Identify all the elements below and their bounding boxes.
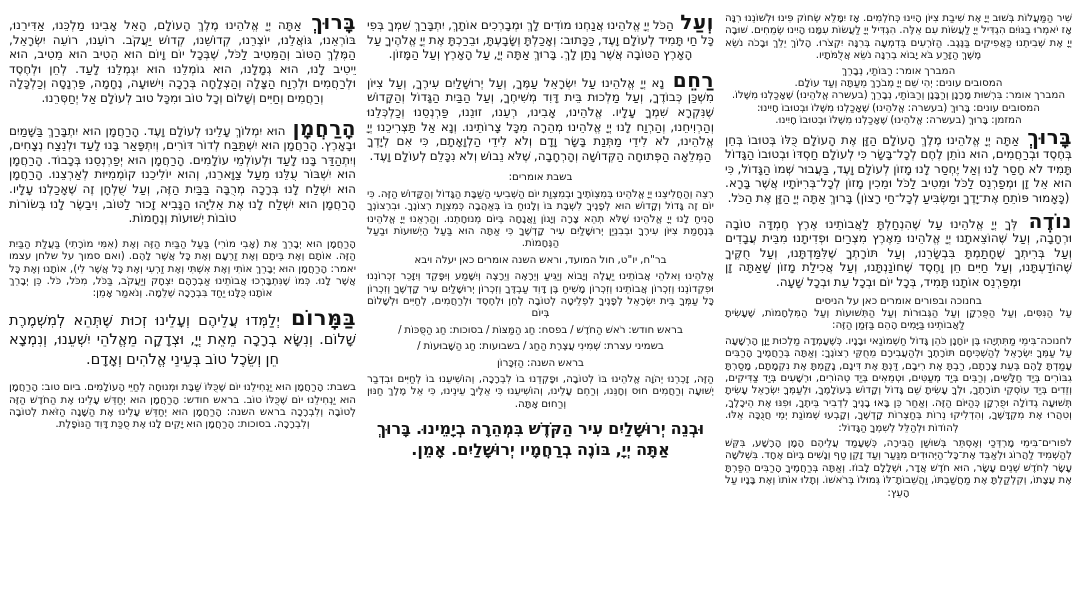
blessing-boneh-yerushalayim xyxy=(367,418,714,460)
harachaman-holiday-additions-text: בשבת: הָרַחֲמָן הוּא יַנְחִילֵנוּ יוֹם שֶׁכֻּלּוֹ שַׁבָּת וּמְנוּחָה לְחַיֵּי הָעוֹלָמִים. ביום טוב: הָרַחֲמָן הוּא יַנְחִילֵנוּ יוֹם שֶׁכֻּלּוֹ טוֹב. בראש חודש: הָרַחֲמָן הוּא יְחַדֵּשׁ עָלֵינוּ אֶת הַחֹדֶשׁ הַזֶּה לְטוֹבָה וְלִבְרָכָה בראש השנה: הָרַחֲמָן הוּא יְחַדֵּשׁ עָלֵינוּ אֶת הַשָּׁנָה הַזֹּאת לְטוֹבָה וְלִבְרָכָה. בסוכות: הָרַחֲמָן הוּא יָקִים לָנוּ אֶת סֻכַּת דָּוִד הַנּוֹפָלֶת. xyxy=(9,381,356,431)
al-hanisim-purim xyxy=(725,437,1072,499)
blessing-rachem xyxy=(367,67,714,164)
holiday-insert-line-1 xyxy=(367,324,714,336)
instruction-yaaleh-veyavo xyxy=(367,254,714,266)
harachaman-series xyxy=(9,115,356,226)
psalm-shir-hamaalot xyxy=(725,12,1072,62)
blessing-veal-hakol-lead-word: וְעַל xyxy=(680,10,714,34)
instruction-shabbat xyxy=(367,171,714,183)
harachaman-holiday-additions xyxy=(9,381,356,431)
zimmun-response-blessing-text: המסובים עונים: בָּרוּךְ (בעשרה: אֱלֹהֵינוּ) שֶׁאָכַלְנוּ מִשֶּׁלוֹ וּבְטוּבוֹ חָיִינוּ: xyxy=(756,101,1041,114)
retzei-paragraph xyxy=(367,188,714,250)
zimmun-invitation-line xyxy=(725,89,1072,101)
yaaleh-veyavo-paragraph xyxy=(367,270,714,320)
instruction-al-hanisim xyxy=(725,295,1072,307)
zimmun-response-line xyxy=(725,77,1072,89)
column-middle-blessings xyxy=(367,12,714,594)
blessing-rachem-lead-word: רַחֵם xyxy=(672,67,714,92)
instruction-al-hanisim-text: בחנוכה ובפורים אומרים כאן על הניסים xyxy=(815,294,982,307)
zimmun-leader-repeat-text: המזמן: בָּרוּךְ (בעשרה: אֱלֹהֵינוּ) שֶׁאָכַלְנוּ מִשֶּׁלוֹ וּבְטוּבוֹ חָיִינוּ. xyxy=(775,114,1022,127)
blessing-hazan xyxy=(725,124,1072,206)
instruction-shabbat-text: בשבת אומרים: xyxy=(508,171,573,184)
holiday-insert-line-2-text: בשמיני עצרת: שְׁמִינִי עֲצֶרֶת הַחַג / בשבועות: חַג הַשָּׁבוּעוֹת / xyxy=(417,340,664,353)
blessing-hatov-vehameitiv xyxy=(9,12,356,106)
al-hanisim-opening xyxy=(725,307,1072,332)
blessing-hazan-text: אַתָּה יְיָ אֱלֹהֵינוּ מֶלֶךְ הָעוֹלָם הַזָּן אֶת הָעוֹלָם כֻּלּוֹ בְּטוּבוֹ בְּחֵן בְּחֶסֶד וּבְרַחֲמִים, הוּא נוֹתֵן לֶחֶם לְכָל־בָּשָׂר כִּי לְעוֹלָם חַסְדּוֹ וּבְטוּבוֹ הַגָּדוֹל תָּמִיד לֹא חָסַר לָנוּ וְאַל יֶחְסַר לָנוּ מָזוֹן לְעוֹלָם וָעֶד, בַּעֲבוּר שְׁמוֹ הַגָּדוֹל, כִּי הוּא אֵל זָן וּמְפַרְנֵס לַכֹּל וּמֵטִיב לַכֹּל וּמֵכִין מָזוֹן לְכָל־בְּרִיּוֹתָיו אֲשֶׁר בָּרָא. (כָּאָמוּר פּוֹתֵחַ אֶת־יָדֶךָ וּמַשְׂבִּיעַ לְכָל־חַי רָצוֹן) בָּרוּךְ אַתָּה יְיָ הַזָּן אֶת הַכֹּל. xyxy=(725,132,1072,206)
bamarom-paragraph-text: יְלַמְּדוּ עֲלֵיהֶם וְעָלֵינוּ זְכוּת שֶׁתְּהֵא לְמִשְׁמֶרֶת שָׁלוֹם. וְנִשָּׂא בְרָכָה מֵאֵת יְיָ, וּצְדָקָה מֵאֱלֹהֵי יִשְׁעֵנוּ, וְנִמְצָא חֵן וְשֵׂכֶל טוֹב בְּעֵינֵי אֱלֹהִים וְאָדָם. xyxy=(9,311,356,368)
al-hanisim-chanukah-text: לחנוכה־בִּימֵי מַתִּתְיָהוּ בֶּן יוֹחָנָן כֹּהֵן גָּדוֹל חַשְׁמוֹנַאי וּבָנָיו. כְּשֶׁעָמְדָה מַלְכוּת יָוָן הָרְשָׁעָה עַל עַמְּךָ יִשְׂרָאֵל לְהַשְׁכִּיחָם תּוֹרָתֶךָ וּלְהַעֲבִירָם מֵחֻקֵּי רְצוֹנֶךָ: וְאַתָּה בְּרַחֲמֶיךָ הָרַבִּים עָמַדְתָּ לָהֶם בְּעֵת צָרָתָם, רַבְתָּ אֶת רִיבָם, דַּנְתָּ אֶת דִּינָם, נָקַמְתָּ אֶת נִקְמָתָם, מָסַרְתָּ גִבּוֹרִים בְּיַד חַלָּשִׁים, וְרַבִּים בְּיַד מְעַטִּים, וּטְמֵאִים בְּיַד טְהוֹרִים, וּרְשָׁעִים בְּיַד צַדִּיקִים, וְזֵדִים בְּיַד עוֹסְקֵי תוֹרָתֶךָ, וּלְךָ עָשִׂיתָ שֵׁם גָּדוֹל וְקָדוֹשׁ בְּעוֹלָמֶךָ, וּלְעַמְּךָ יִשְׂרָאֵל עָשִׂיתָ תְּשׁוּעָה גְדוֹלָה וּפֻרְקָן כְּהַיּוֹם הַזֶּה. וְאַחַר כֵּן בָּאוּ בָנֶיךָ לִדְבִיר בֵּיתֶךָ, וּפִנּוּ אֶת הֵיכָלֶךָ, וְטִהֲרוּ אֶת מִקְדָּשֶׁךָ, וְהִדְלִיקוּ נֵרוֹת בְּחַצְרוֹת קָדְשֶׁךָ, וְקָבְעוּ שְׁמוֹנַת יְמֵי חֲנֻכָּה אֵלּוּ. לְהוֹדוֹת וּלְהַלֵּל לְשִׁמְךָ הַגָּדוֹל: xyxy=(725,334,1072,434)
yaaleh-veyavo-conclusion-text: הַזֶּה, זָכְרֵנוּ יְהֹוָה אֱלֹהֵינוּ בּוֹ לְטוֹבָה, וּפָקְדֵנוּ בוֹ לִבְרָכָה, וְהוֹשִׁיעֵנוּ בוֹ לְחַיִּים וּבִדְבַר יְשׁוּעָה וְרַחֲמִים חוּס וְחָנֵּנוּ, וְרַחֵם עָלֵינוּ, וְהוֹשִׁיעֵנוּ כִּי אֵלֶיךָ עֵינֵינוּ, כִּי אֵל מֶלֶךְ חַנּוּן וְרַחוּם אָתָּה. xyxy=(367,373,714,410)
harachaman-host-blessing xyxy=(9,238,356,300)
harachaman-series-lead-word: הָרַחֲמָן xyxy=(292,115,356,140)
instruction-yaaleh-veyavo-text: בר"ח, יו"ט, חול המועד, וראש השנה אומרים כאן יעלה ויבא xyxy=(414,253,667,266)
zimmun-leader-line xyxy=(725,65,1072,77)
blessing-nodeh-lead-word: נוֹדֶה xyxy=(1028,208,1072,233)
blessing-hazan-lead-word: בָּרוּךְ xyxy=(1027,124,1072,149)
al-hanisim-purim-text: לפורים־בִּימֵי מָרְדְּכַי וְאֶסְתֵּר בְּשׁוּשַׁן הַבִּירָה, כְּשֶׁעָמַד עֲלֵיהֶם הָמָן הָרָשָׁע, בִּקֵּשׁ לְהַשְׁמִיד לַהֲרוֹג וּלְאַבֵּד אֶת־כָּל־הַיְּהוּדִים מִנַּעַר וְעַד זָקֵן טַף וְנָשִׁים בְּיוֹם אֶחָד. בִּשְׁלֹשָׁה עָשָׂר לְחֹדֶשׁ שְׁנֵים עָשָׂר, הוּא חֹדֶשׁ אֲדָר, וּשְׁלָלָם לָבוֹז. וְאַתָּה בְּרַחֲמֶיךָ הָרַבִּים הֵפַרְתָּ אֶת עֲצָתוֹ, וְקִלְקַלְתָּ אֶת מַחֲשַׁבְתּוֹ, וַהֲשֵׁבוֹתָ־לּוֹ גְּמוּלוֹ בְּרֹאשׁוֹ. וְתָלוּ אוֹתוֹ וְאֶת בָּנָיו עַל הָעֵץ: xyxy=(725,437,1072,499)
harachaman-series-text: הוּא יִמְלוֹךְ עָלֵינוּ לְעוֹלָם וָעֶד. הָרַחֲמָן הוּא יִתְבָּרַךְ בַּשָּׁמַיִם וּבָאָרֶץ. הָרַחֲמָן הוּא יִשְׁתַּבַּח לְדוֹר דּוֹרִים, וְיִתְפָּאַר בָּנוּ לָעַד וּלְנֵצַח נְצָחִים, וְיִתְהַדַּר בָּנוּ לָעַד וּלְעוֹלְמֵי עוֹלָמִים. הָרַחֲמָן הוּא יְפַרְנְסֵנוּ בְּכָבוֹד. הָרַחֲמָן הוּא יִשְׁבּוֹר עֻלֵּנוּ מֵעַל צַוָּארֵנוּ, וְהוּא יוֹלִיכֵנוּ קוֹמְמִיּוּת לְאַרְצֵנוּ. הָרַחֲמָן הוּא יִשְׁלַח לָנוּ בְּרָכָה מְרֻבָּה בַּבַּיִת הַזֶּה, וְעַל שֻׁלְחָן זֶה שֶׁאָכַלְנוּ עָלָיו. הָרַחֲמָן הוּא יִשְׁלַח לָנוּ אֶת אֵלִיָּהוּ הַנָּבִיא זָכוּר לַטּוֹב, וִיבַשֶּׂר לָנוּ בְּשׂוֹרוֹת טוֹבוֹת יְשׁוּעוֹת וְנֶחָמוֹת. xyxy=(9,123,356,226)
zimmun-response-line-text: המסובים עונים: יְהִי שֵׁם יְיָ מְבֹרָךְ מֵעַתָּה וְעַד עוֹלָם. xyxy=(794,77,1003,90)
psalm-shir-hamaalot-text: שִׁיר הַמַּעֲלוֹת בְּשׁוּב יְיָ אֶת שִׁיבַת צִיּוֹן הָיִינוּ כְּחֹלְמִים. אָז יִמָּלֵא שְׂחוֹק פִּינוּ וּלְשׁוֹנֵנוּ רִנָּה אָז יֹאמְרוּ בַגּוֹיִם הִגְדִּיל יְיָ לַעֲשׂוֹת עִם אֵלֶּה. הִגְדִּיל יְיָ לַעֲשׂוֹת עִמָּנוּ הָיִינוּ שְׂמֵחִים. שׁוּבָה יְיָ אֶת שְׁבִיתֵנוּ כַּאֲפִיקִים בַּנֶּגֶב. הַזֹּרְעִים בְּדִמְעָה בְּרִנָּה יִקְצֹרוּ. הָלוֹךְ יֵלֵךְ וּבָכֹה נֹשֵׂא מֶשֶׁךְ הַזָּרַע בֹּא יָבוֹא בְרִנָּה נֹשֵׂא אֲלֻמֹּתָיו. xyxy=(725,12,1072,62)
yaaleh-veyavo-conclusion xyxy=(367,373,714,410)
zimmun-response-blessing xyxy=(725,102,1072,114)
blessing-nodeh-text: לְּךָ יְיָ אֱלֹהֵינוּ עַל שֶׁהִנְחַלְתָּ לַאֲבוֹתֵינוּ אֶרֶץ חֶמְדָּה טוֹבָה וּרְחָבָה, וְעַל שֶׁהוֹצֵאתָנוּ יְיָ אֱלֹהֵינוּ מֵאֶרֶץ מִצְרַיִם וּפְדִיתָנוּ מִבֵּית עֲבָדִים וְעַל בְּרִיתְךָ שֶׁחָתַמְתָּ בִּבְשָׂרֵנוּ, וְעַל תּוֹרָתְךָ שֶׁלִּמַּדְתָּנוּ, וְעַל חֻקֶּיךָ שֶׁהוֹדַעְתָּנוּ, וְעַל חַיִּים חֵן וָחֶסֶד שֶׁחוֹנַנְתָּנוּ, וְעַל אֲכִילַת מָזוֹן שָׁאַתָּה זָן וּמְפַרְנֵס אוֹתָנוּ תָּמִיד, בְּכָל יוֹם וּבְכָל עֵת וּבְכָל שָׁעָה. xyxy=(725,216,1072,289)
holiday-insert-line-2 xyxy=(367,340,714,352)
column-opening-blessings xyxy=(725,12,1072,594)
al-hanisim-chanukah xyxy=(725,335,1072,434)
holiday-insert-line-1-text: בראש חודש: רֹאשׁ הַחֹדֶשׁ / בפסח: חַג הַמַּצּוֹת / בסוכות: חַג הַסֻּכּוֹת / xyxy=(398,323,683,336)
blessing-veal-hakol-text: הַכֹּל יְיָ אֱלֹהֵינוּ אֲנַחְנוּ מוֹדִים לָךְ וּמְבָרְכִים אוֹתָךְ, יִתְבָּרַךְ שִׁמְךָ בְּפִי כָּל חַי תָּמִיד לְעוֹלָם וָעֶד, כַּכָּתוּב: וְאָכַלְתָּ וְשָׂבָעְתָּ, וּבֵרַכְתָּ אֶת יְיָ אֱלֹהֶיךָ עַל הָאָרֶץ הַטּוֹבָה אֲשֶׁר נָתַן לָךְ. בָּרוּךְ אַתָּה יְיָ, עַל הָאָרֶץ וְעַל הַמָּזוֹן. xyxy=(367,18,714,62)
column-closing-blessings xyxy=(9,12,356,594)
blessing-boneh-yerushalayim-text: וּבְנֵה יְרוּשָׁלַיִם עִיר הַקֹּדֶשׁ בִּמְהֵרָה בְיָמֵינוּ. בָּרוּךְ אַתָּה יְיָ, בּוֹנֶה בְרַחֲמָיו יְרוּשָׁלַיִם. אָמֵן. xyxy=(376,419,705,460)
bamarom-paragraph-lead-word: בַּמָּרוֹם xyxy=(291,305,357,330)
holiday-insert-line-3-text: בראש השנה: הַזִּכָּרוֹן xyxy=(497,356,584,369)
zimmun-leader-line-text: המברך אומר: רַבּוֹתַי, נְבָרֵךְ xyxy=(841,64,956,77)
zimmun-invitation-line-text: המברך אומר: בִּרְשׁוּת מָרָנָן וְרַבָּנָן וְרַבּוֹתַי, נְבָרֵךְ (בעשרה אֱלֹהֵינוּ) שֶׁאָכַלְנוּ מִשֶּׁלוֹ. xyxy=(731,89,1066,102)
blessing-veal-hakol xyxy=(367,12,714,62)
blessing-nodeh xyxy=(725,208,1072,290)
blessing-rachem-text: נָא יְיָ אֱלֹהֵינוּ עַל יִשְׂרָאֵל עַמֶּךָ, וְעַל יְרוּשָׁלַיִם עִירֶךָ, וְעַל צִיּוֹן מִשְׁכַּן כְּבוֹדֶךָ, וְעַל מַלְכוּת בֵּית דָּוִד מְשִׁיחֶךָ, וְעַל הַבַּיִת הַגָּדוֹל וְהַקָּדוֹשׁ שֶׁנִּקְרָא שִׁמְךָ עָלָיו. אֱלֹהֵינוּ, אָבִינוּ, רְעֵנוּ, זוּנֵנוּ, פַּרְנְסֵנוּ וְכַלְכְּלֵנוּ וְהַרְוִיחֵנוּ, וְהַרְוַח לָנוּ יְיָ אֱלֹהֵינוּ מְהֵרָה מִכָּל צָרוֹתֵינוּ. וְנָא אַל תַּצְרִיכֵנוּ יְיָ אֱלֹהֵינוּ, לֹא לִידֵי מַתְּנַת בָּשָׂר וָדָם וְלֹא לִידֵי הַלְוָאָתָם, כִּי אִם לְיָדְךָ הַמְּלֵאָה הַפְּתוּחָה הַקְּדוֹשָׁה וְהָרְחָבָה, שֶׁלֹּא נֵבוֹשׁ וְלֹא נִכָּלֵם לְעוֹלָם וָעֶד. xyxy=(367,75,714,163)
holiday-insert-line-3 xyxy=(367,357,714,369)
bamarom-paragraph xyxy=(9,305,357,370)
retzei-paragraph-text: רְצֵה וְהַחֲלִיצֵנוּ יְיָ אֱלֹהֵינוּ בְּמִצְוֹתֶיךָ וּבְמִצְוַת יוֹם הַשְּׁבִיעִי הַשַּׁבָּת הַגָּדוֹל וְהַקָּדוֹשׁ הַזֶּה. כִּי יוֹם זֶה גָּדוֹל וְקָדוֹשׁ הוּא לְפָנֶיךָ לִשְׁבָּת בּוֹ וְלָנוּחַ בּוֹ בְּאַהֲבָה כְּמִצְוַת רְצוֹנֶךָ. וּבִרְצוֹנְךָ הָנִיחַ לָנוּ יְיָ אֱלֹהֵינוּ שֶׁלֹּא תְהֵא צָרָה וְיָגוֹן וַאֲנָחָה בְּיוֹם מְנוּחָתֵנוּ. וְהַרְאֵנוּ יְיָ אֱלֹהֵינוּ בְּנֶחָמַת צִיּוֹן עִירֶךָ וּבְבִנְיַן יְרוּשָׁלַיִם עִיר קָדְשֶׁךָ כִּי אַתָּה הוּא בַּעַל הַיְשׁוּעוֹת וּבַעַל הַנֶּחָמוֹת. xyxy=(367,187,714,250)
blessing-hatov-vehameitiv-text: אַתָּה יְיָ אֱלֹהֵינוּ מֶלֶךְ הָעוֹלָם, הָאֵל אָבִינוּ מַלְכֵּנוּ, אַדִּירֵנוּ, בּוֹרְאֵנוּ, גּוֹאֲלֵנוּ, יוֹצְרֵנוּ, קְדוֹשֵׁנוּ, קְדוֹשׁ יַעֲקֹב. רוֹעֵנוּ, רוֹעֵה יִשְׂרָאֵל, הַמֶּלֶךְ הַטּוֹב וְהַמֵּטִיב לַכֹּל, שֶׁבְּכָל יוֹם וָיוֹם הוּא הֵטִיב הוּא מֵטִיב, הוּא יֵיטִיב לָנוּ, הוּא גְמָלָנוּ, הוּא גוֹמְלֵנוּ הוּא יִגְמְלֵנוּ לָעַד. לְחֵן וּלְחֶסֶד וּלְרַחֲמִים וּלְרֶוַח הַצָּלָה וְהַצְלָחָה בְּרָכָה וִישׁוּעָה, נֶחָמָה, פַּרְנָסָה וְכַלְכָּלָה וְרַחֲמִים וְחַיִּים וְשָׁלוֹם וְכָל טוֹב וּמִכָּל טוּב לְעוֹלָם אַל יְחַסְּרֵנוּ. xyxy=(9,18,356,105)
al-hanisim-opening-text: עַל הַנִּסִּים, וְעַל הַפֻּרְקָן וְעַל הַגְּבוּרוֹת וְעַל הַתְּשׁוּעוֹת וְעַל הַמִּלְחָמוֹת, שֶׁעָשִׂיתָ לַאֲבוֹתֵינוּ בַּיָּמִים הָהֵם בַּזְּמַן הַזֶּה: xyxy=(725,307,1072,332)
blessing-hatov-vehameitiv-lead-word: בָּרוּךְ xyxy=(311,10,356,34)
yaaleh-veyavo-paragraph-text: אֱלֹהֵינוּ וֵאלֹהֵי אֲבוֹתֵינוּ יַעֲלֶה וְיָבוֹא וְיַגִּיעַ וְיֵרָאֶה וְיֵרָצֶה וְיִשָּׁמַע וְיִפָּקֵד וְיִזָּכֵר זִכְרוֹנֵנוּ וּפִקְדוֹנֵנוּ וְזִכְרוֹן אֲבוֹתֵינוּ וְזִכְרוֹן מָשִׁיחַ בֶּן דָּוִד עַבְדֶּךָ וְזִכְרוֹן יְרוּשָׁלַיִם עִיר קָדְשֶׁךָ וְזִכְרוֹן כָּל עַמְּךָ בֵּית יִשְׂרָאֵל לְפָנֶיךָ לִפְלֵיטָה לְטוֹבָה לְחֵן וּלְחֶסֶד וּלְרַחֲמִים, לְחַיִּים וּלְשָׁלוֹם בְּיוֹם xyxy=(367,270,714,320)
harachaman-host-blessing-text: הָרַחֲמָן הוּא יְבָרֵךְ אֶת (אָבִי מוֹרִי) בַּעַל הַבַּיִת הַזֶּה וְאֶת (אִמִּי מוֹרָתִי) בַּעֲלַת הַבַּיִת הַזֶּה. אוֹתָם וְאֶת בֵּיתָם וְאֶת זַרְעָם וְאֶת כָּל אֲשֶׁר לָהֶם. (ואם סמוך על שלחן עצמו יאמר: הָרַחֲמָן הוּא יְבָרֵךְ אוֹתִי וְאֶת אִשְׁתִּי וְאֶת זַרְעִי וְאֶת כָּל אֲשֶׁר לִי), אוֹתָנוּ וְאֶת כָּל אֲשֶׁר לָנוּ. כְּמוֹ שֶׁנִּתְבָּרְכוּ אֲבוֹתֵינוּ אַבְרָהָם יִצְחָק וְיַעֲקֹב, בַּכֹּל, מִכֹּל, כֹּל. כֵּן יְבָרֵךְ אוֹתָנוּ כֻּלָּנוּ יַחַד בִּבְרָכָה שְׁלֵמָה. וְנֹאמַר אָמֵן: xyxy=(9,237,356,300)
zimmun-leader-repeat xyxy=(725,114,1072,126)
